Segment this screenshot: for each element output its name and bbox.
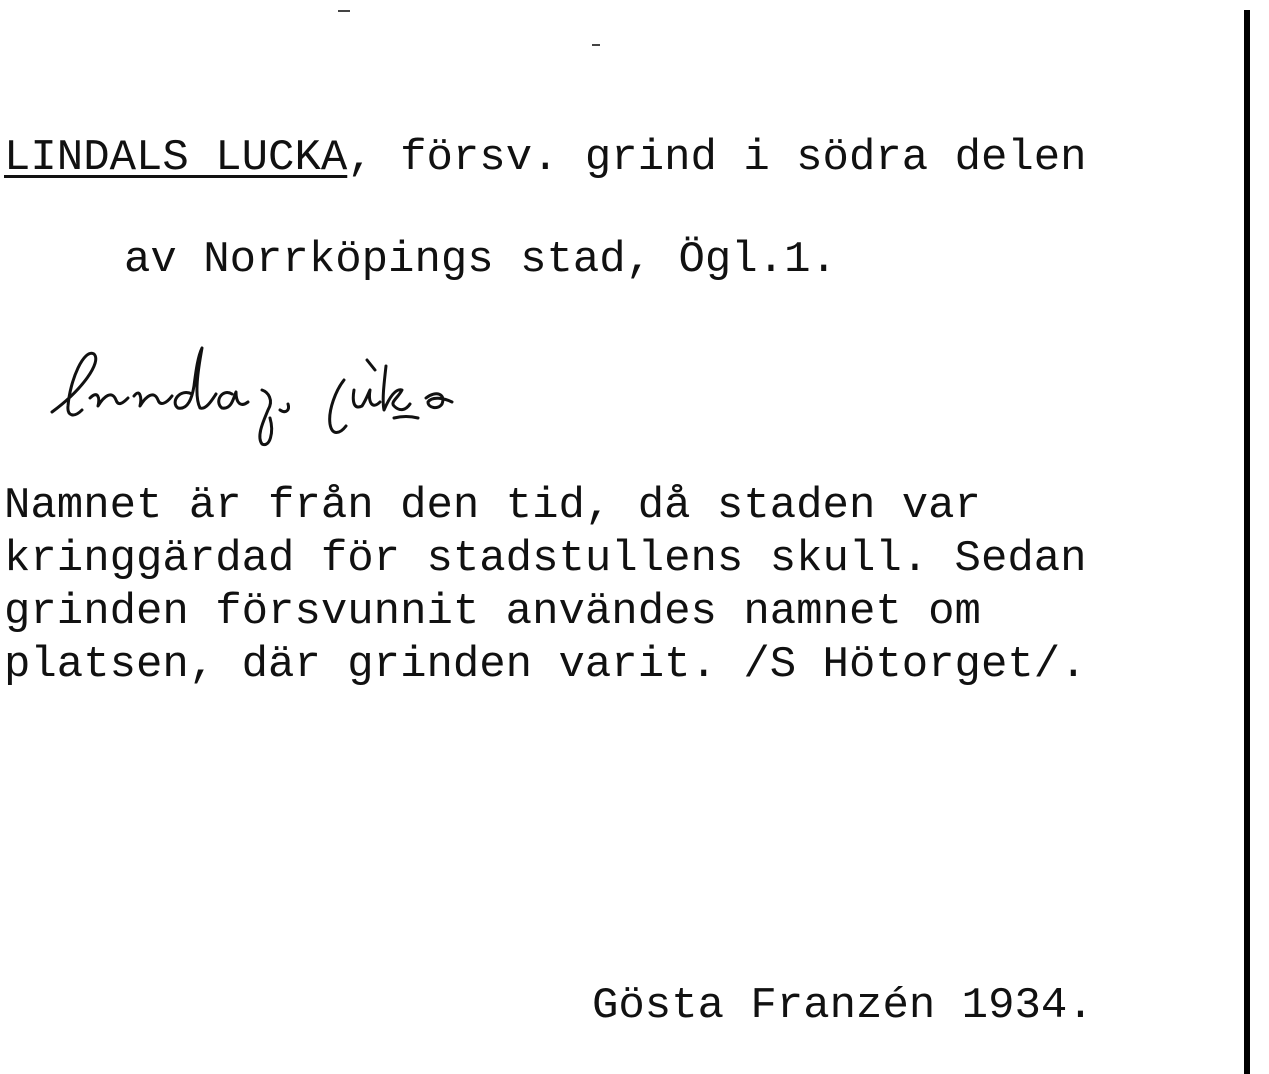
body-line: Namnet är från den tid, då staden var (4, 481, 981, 531)
body-line: grinden försvunnit användes namnet om (4, 587, 981, 637)
body-line: platsen, där grinden varit. /S Hötorget/. (4, 640, 1087, 690)
handwritten-pronunciation (42, 340, 512, 460)
handwritten-signature-image (42, 340, 512, 460)
scan-speck (338, 10, 350, 12)
card-edge (1244, 10, 1250, 1074)
headword: LINDALS LUCKA (4, 133, 348, 183)
body-line: kringgärdad för stadstullens skull. Sedan (4, 534, 1087, 584)
signature: Gösta Franzén 1934. (592, 981, 1094, 1031)
heading-line-2: av Norrköpings stad, Ögl.1. (124, 235, 837, 285)
heading-description: , försv. grind i södra delen (347, 133, 1087, 183)
scan-speck (592, 44, 600, 46)
heading-line-1 (4, 133, 1087, 183)
